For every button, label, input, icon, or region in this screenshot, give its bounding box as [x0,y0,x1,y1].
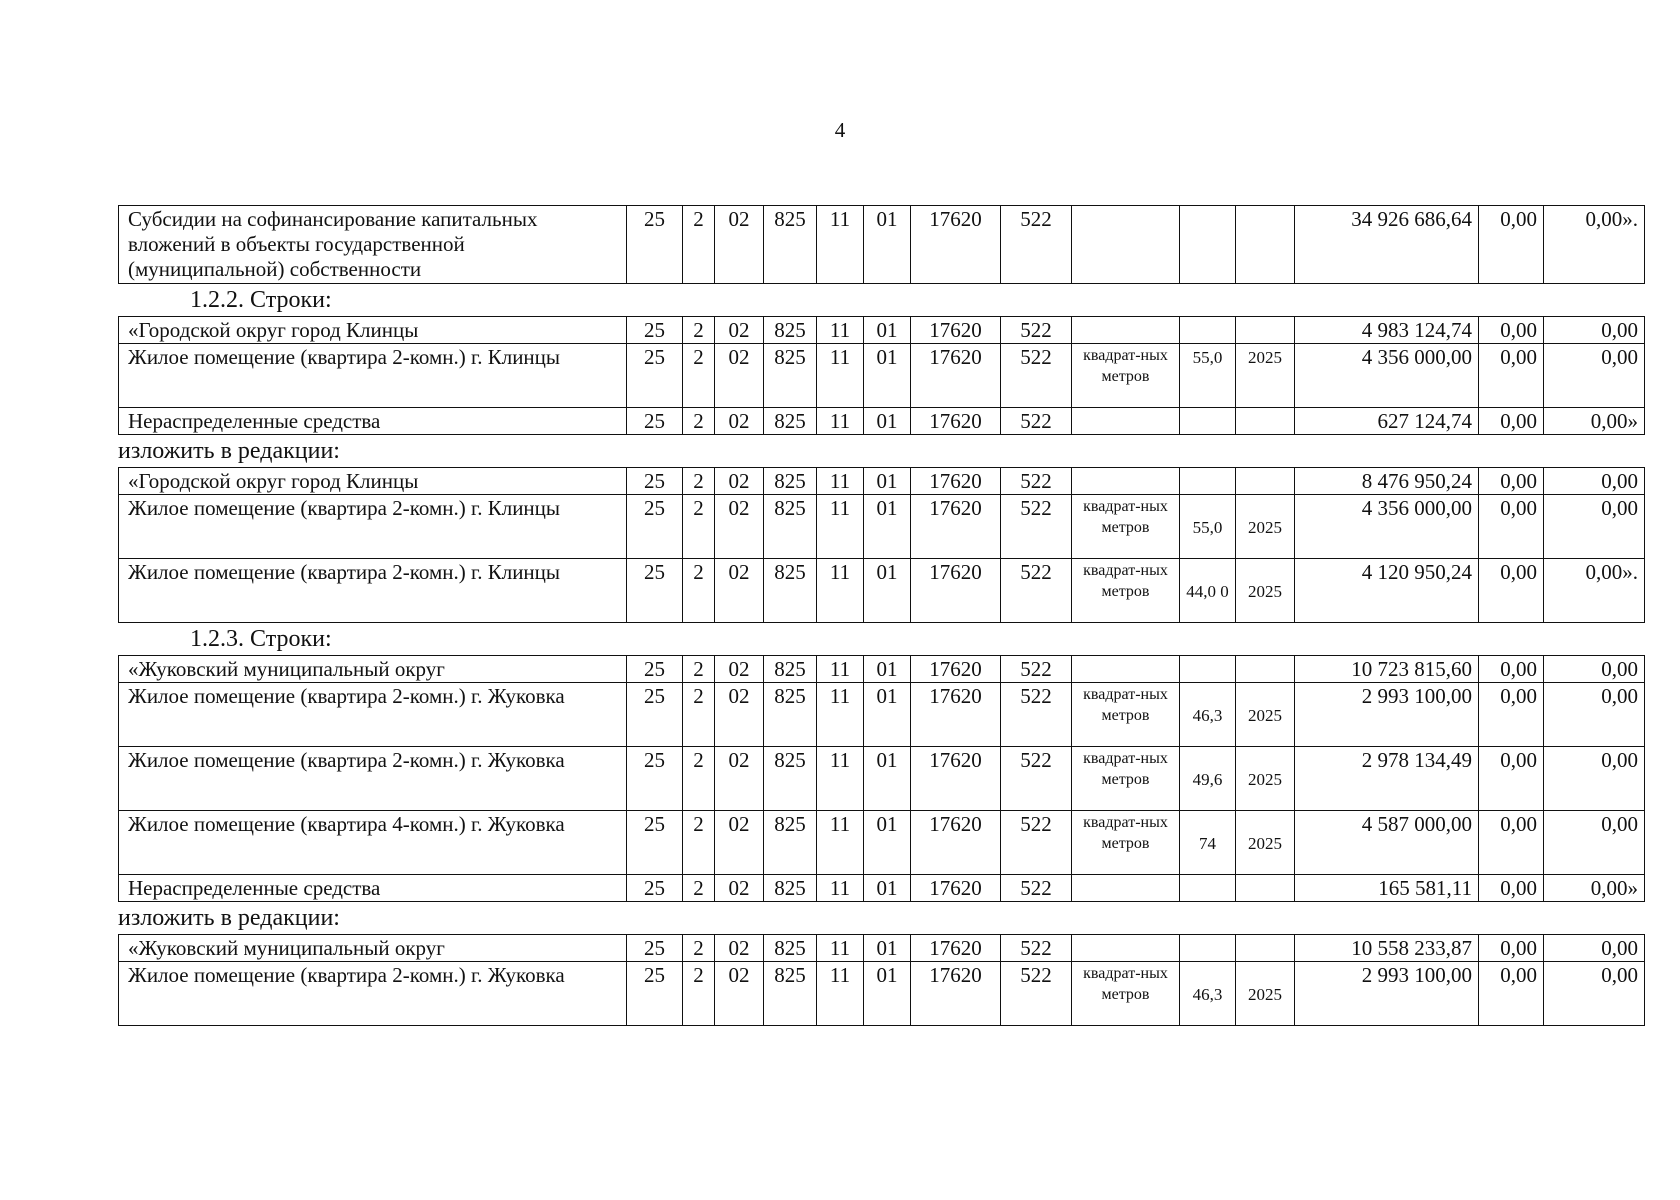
cell-c5: 11 [817,559,864,623]
cell-c2: 2 [683,468,715,495]
document-body [118,205,1644,1026]
cell-c6: 01 [864,495,911,559]
cell-name: Жилое помещение (квартира 2-комн.) г. Клинцы [119,344,627,408]
cell-v3: 0,00 [1544,683,1645,747]
table-row [119,683,1645,747]
cell-c7: 17620 [911,317,1001,344]
cell-c3: 02 [715,206,764,284]
cell-c5: 11 [817,683,864,747]
cell-v3: 0,00». [1544,206,1645,284]
cell-c8: 522 [1001,559,1072,623]
cell-v3: 0,00» [1544,875,1645,902]
cell-c8: 522 [1001,935,1072,962]
cell-unit [1072,875,1180,902]
cell-c3: 02 [715,468,764,495]
cell-c2: 2 [683,747,715,811]
cell-c3: 02 [715,962,764,1026]
cell-c5: 11 [817,935,864,962]
cell-v1: 2 978 134,49 [1295,747,1479,811]
cell-c2: 2 [683,206,715,284]
cell-v1: 627 124,74 [1295,408,1479,435]
cell-c4: 825 [764,559,817,623]
cell-c5: 11 [817,317,864,344]
cell-name: Жилое помещение (квартира 2-комн.) г. Жуковка [119,683,627,747]
cell-qty: 46,3 [1180,962,1236,1026]
cell-c6: 01 [864,656,911,683]
cell-unit: квадрат-ных метров [1072,811,1180,875]
cell-c8: 522 [1001,747,1072,811]
cell-qty [1180,656,1236,683]
cell-c1: 25 [627,468,683,495]
cell-c5: 11 [817,875,864,902]
cell-c8: 522 [1001,206,1072,284]
table-row [119,875,1645,902]
cell-c6: 01 [864,559,911,623]
cell-c4: 825 [764,747,817,811]
cell-v1: 8 476 950,24 [1295,468,1479,495]
cell-v3: 0,00 [1544,935,1645,962]
cell-qty [1180,206,1236,284]
cell-name: Нераспределенные средства [119,875,627,902]
cell-c1: 25 [627,683,683,747]
cell-v2: 0,00 [1479,811,1544,875]
section-heading: изложить в редакции: [118,438,340,464]
cell-v1: 4 983 124,74 [1295,317,1479,344]
cell-v3: 0,00 [1544,747,1645,811]
cell-c2: 2 [683,875,715,902]
cell-c2: 2 [683,811,715,875]
cell-c4: 825 [764,656,817,683]
cell-unit [1072,656,1180,683]
cell-v3: 0,00 [1544,962,1645,1026]
cell-c7: 17620 [911,206,1001,284]
cell-v1: 4 120 950,24 [1295,559,1479,623]
cell-unit [1072,408,1180,435]
cell-v3: 0,00» [1544,408,1645,435]
cell-v3: 0,00 [1544,317,1645,344]
cell-c7: 17620 [911,875,1001,902]
cell-c7: 17620 [911,495,1001,559]
cell-v2: 0,00 [1479,317,1544,344]
cell-c3: 02 [715,495,764,559]
table-row [119,559,1645,623]
cell-unit [1072,206,1180,284]
cell-c1: 25 [627,875,683,902]
cell-v2: 0,00 [1479,495,1544,559]
cell-c6: 01 [864,811,911,875]
cell-v3: 0,00 [1544,811,1645,875]
cell-qty [1180,875,1236,902]
cell-name: «Жуковский муниципальный округ [119,656,627,683]
cell-unit: квадрат-ных метров [1072,344,1180,408]
cell-v2: 0,00 [1479,875,1544,902]
section-heading: изложить в редакции: [118,905,340,931]
cell-v2: 0,00 [1479,962,1544,1026]
cell-c7: 17620 [911,962,1001,1026]
cell-c3: 02 [715,344,764,408]
cell-v1: 10 558 233,87 [1295,935,1479,962]
cell-v3: 0,00 [1544,656,1645,683]
table-row [119,495,1645,559]
cell-c7: 17620 [911,468,1001,495]
cell-unit [1072,317,1180,344]
cell-year: 2025 [1236,811,1295,875]
cell-c7: 17620 [911,344,1001,408]
cell-c1: 25 [627,811,683,875]
section-heading: 1.2.2. Строки: [190,287,332,313]
cell-c4: 825 [764,495,817,559]
cell-c4: 825 [764,408,817,435]
cell-c6: 01 [864,875,911,902]
cell-v2: 0,00 [1479,747,1544,811]
cell-c3: 02 [715,683,764,747]
cell-c4: 825 [764,683,817,747]
cell-unit: квадрат-ных метров [1072,495,1180,559]
cell-c5: 11 [817,811,864,875]
cell-c6: 01 [864,683,911,747]
budget-table [118,655,1645,902]
cell-v3: 0,00 [1544,468,1645,495]
cell-c4: 825 [764,962,817,1026]
cell-c5: 11 [817,206,864,284]
cell-year [1236,656,1295,683]
cell-c5: 11 [817,747,864,811]
cell-c6: 01 [864,468,911,495]
cell-year [1236,935,1295,962]
cell-qty [1180,935,1236,962]
table-row [119,962,1645,1026]
cell-c1: 25 [627,495,683,559]
cell-year [1236,468,1295,495]
cell-c8: 522 [1001,344,1072,408]
cell-v2: 0,00 [1479,935,1544,962]
cell-name: «Городской округ город Клинцы [119,317,627,344]
cell-name: Жилое помещение (квартира 4-комн.) г. Жуковка [119,811,627,875]
cell-c1: 25 [627,344,683,408]
cell-c6: 01 [864,344,911,408]
table-row [119,935,1645,962]
cell-c3: 02 [715,747,764,811]
cell-c4: 825 [764,344,817,408]
cell-c4: 825 [764,935,817,962]
cell-v2: 0,00 [1479,468,1544,495]
cell-c3: 02 [715,656,764,683]
cell-c3: 02 [715,875,764,902]
cell-c7: 17620 [911,683,1001,747]
page-number: 4 [834,118,846,142]
cell-c6: 01 [864,206,911,284]
cell-c8: 522 [1001,468,1072,495]
cell-c5: 11 [817,344,864,408]
cell-c2: 2 [683,495,715,559]
cell-c6: 01 [864,317,911,344]
cell-v1: 165 581,11 [1295,875,1479,902]
cell-name: Жилое помещение (квартира 2-комн.) г. Клинцы [119,495,627,559]
cell-c6: 01 [864,747,911,811]
table-row [119,206,1645,284]
cell-c3: 02 [715,559,764,623]
cell-qty: 55,0 [1180,495,1236,559]
cell-qty: 55,0 [1180,344,1236,408]
table-row [119,747,1645,811]
cell-v1: 4 356 000,00 [1295,344,1479,408]
cell-c5: 11 [817,468,864,495]
cell-year: 2025 [1236,344,1295,408]
budget-table [118,316,1645,435]
cell-year: 2025 [1236,962,1295,1026]
cell-name: Жилое помещение (квартира 2-комн.) г. Жуковка [119,962,627,1026]
cell-c2: 2 [683,344,715,408]
cell-c7: 17620 [911,935,1001,962]
cell-c8: 522 [1001,811,1072,875]
cell-v2: 0,00 [1479,344,1544,408]
cell-v2: 0,00 [1479,206,1544,284]
cell-c2: 2 [683,317,715,344]
cell-c1: 25 [627,559,683,623]
cell-c3: 02 [715,408,764,435]
cell-c5: 11 [817,495,864,559]
cell-c8: 522 [1001,962,1072,1026]
table-row [119,408,1645,435]
cell-c2: 2 [683,962,715,1026]
cell-v1: 4 587 000,00 [1295,811,1479,875]
cell-c1: 25 [627,935,683,962]
cell-c7: 17620 [911,408,1001,435]
cell-v2: 0,00 [1479,408,1544,435]
table-row [119,317,1645,344]
cell-v2: 0,00 [1479,559,1544,623]
cell-c1: 25 [627,656,683,683]
cell-c2: 2 [683,935,715,962]
cell-c3: 02 [715,811,764,875]
cell-qty [1180,468,1236,495]
cell-c7: 17620 [911,747,1001,811]
cell-unit [1072,935,1180,962]
cell-c1: 25 [627,317,683,344]
cell-year: 2025 [1236,495,1295,559]
cell-c7: 17620 [911,559,1001,623]
cell-qty: 44,0 0 [1180,559,1236,623]
cell-c1: 25 [627,747,683,811]
cell-c2: 2 [683,559,715,623]
cell-year: 2025 [1236,747,1295,811]
cell-v2: 0,00 [1479,656,1544,683]
cell-name: Нераспределенные средства [119,408,627,435]
cell-c1: 25 [627,206,683,284]
cell-c8: 522 [1001,875,1072,902]
cell-c6: 01 [864,408,911,435]
cell-c4: 825 [764,875,817,902]
cell-year [1236,875,1295,902]
cell-v2: 0,00 [1479,683,1544,747]
cell-year: 2025 [1236,559,1295,623]
cell-year [1236,408,1295,435]
cell-c8: 522 [1001,408,1072,435]
cell-v3: 0,00 [1544,495,1645,559]
table-row [119,468,1645,495]
cell-v1: 34 926 686,64 [1295,206,1479,284]
cell-c4: 825 [764,811,817,875]
cell-qty [1180,408,1236,435]
cell-v1: 2 993 100,00 [1295,683,1479,747]
cell-year [1236,317,1295,344]
cell-unit: квадрат-ных метров [1072,683,1180,747]
cell-unit [1072,468,1180,495]
cell-c1: 25 [627,408,683,435]
cell-unit: квадрат-ных метров [1072,559,1180,623]
cell-c8: 522 [1001,495,1072,559]
cell-c5: 11 [817,962,864,1026]
cell-v1: 10 723 815,60 [1295,656,1479,683]
table-row [119,344,1645,408]
cell-unit: квадрат-ных метров [1072,962,1180,1026]
cell-qty: 74 [1180,811,1236,875]
cell-name: Жилое помещение (квартира 2-комн.) г. Жуковка [119,747,627,811]
cell-c3: 02 [715,317,764,344]
cell-unit: квадрат-ных метров [1072,747,1180,811]
cell-c4: 825 [764,317,817,344]
table-row [119,811,1645,875]
budget-table [118,934,1645,1026]
cell-c2: 2 [683,656,715,683]
cell-name: Субсидии на софинансирование капитальных вложений в объекты государственной (муниципальной) собственности [119,206,627,284]
cell-year: 2025 [1236,683,1295,747]
cell-c2: 2 [683,408,715,435]
cell-c3: 02 [715,935,764,962]
cell-c1: 25 [627,962,683,1026]
cell-v1: 4 356 000,00 [1295,495,1479,559]
cell-c5: 11 [817,408,864,435]
cell-c2: 2 [683,683,715,747]
cell-c6: 01 [864,962,911,1026]
cell-year [1236,206,1295,284]
cell-name: «Городской округ город Клинцы [119,468,627,495]
cell-c7: 17620 [911,811,1001,875]
cell-v3: 0,00». [1544,559,1645,623]
cell-c4: 825 [764,468,817,495]
table-row [119,656,1645,683]
cell-v3: 0,00 [1544,344,1645,408]
cell-qty: 49,6 [1180,747,1236,811]
cell-qty: 46,3 [1180,683,1236,747]
cell-name: «Жуковский муниципальный округ [119,935,627,962]
budget-table [118,205,1645,284]
cell-qty [1180,317,1236,344]
budget-table [118,467,1645,623]
cell-c5: 11 [817,656,864,683]
cell-name: Жилое помещение (квартира 2-комн.) г. Клинцы [119,559,627,623]
cell-c8: 522 [1001,317,1072,344]
cell-c7: 17620 [911,656,1001,683]
cell-c4: 825 [764,206,817,284]
cell-c6: 01 [864,935,911,962]
cell-c8: 522 [1001,656,1072,683]
section-heading: 1.2.3. Строки: [190,626,332,652]
cell-c8: 522 [1001,683,1072,747]
cell-v1: 2 993 100,00 [1295,962,1479,1026]
